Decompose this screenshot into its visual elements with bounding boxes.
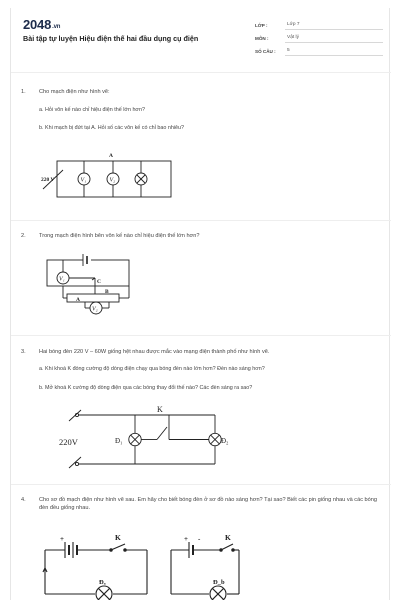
diagram-1-point-a: A <box>109 153 113 159</box>
meta-row-class: LỚP : Lớp 7 <box>255 17 383 30</box>
meta-row-subject: MÔN : Vật lý <box>255 30 383 43</box>
meta-row-count: SỐ CÂU : 5 <box>255 43 383 56</box>
circuit-a-plus: + <box>60 535 64 543</box>
question-1-sub-a: a. Hỏi vôn kế nào chỉ hiệu điện thế lớn hơn? <box>39 107 145 113</box>
page-title: Bài tập tự luyện Hiệu điện thế hai đầu dụng cụ điện <box>23 34 199 43</box>
divider-q2 <box>11 335 391 336</box>
circuit-b-minus: - <box>198 535 201 543</box>
site-logo[interactable]: 2048.vn <box>23 17 61 32</box>
lamp-da-label: Đₐ <box>99 579 106 586</box>
worksheet-page: 2048.vn Bài tập tự luyện Hiệu điện thế hai đầu dụng cụ điện LỚP : Lớp 7 MÔN : Vật lý SỐ CÂU : 5 1. Cho mạch điện như hình vẽ: a. Hỏi vôn kế nào chỉ hiệu điện thế lớn hơn? b. Khi mạch bị đứt tại A. Hỏi số các vôn kế có chỉ bao nhiêu? 220 V A V₁ V₂ 2. Trong mạch điện hình bên vôn kế nào chỉ hiệu điện thế lớn hơn? V₁ V₂ C A B 3. Hai bóng đèn 220 V – 60W giống hệt nhau được mắc vào mạng điện thành phố như hình vẽ. a. Khi khoá K đóng cường độ dòng điện chạy qua bóng đèn nào lớn hơn? Đèn nào sáng hơn? b. Mở khoá K cường độ dòng điện qua các bóng thay đổi thế nào? Các đèn sáng ra sao? 220V K Đ₁ Đ₂ 4. Cho sơ đồ mạch điện như hình vẽ sau. Em hãy cho biết bóng đèn ở sơ đồ nào sáng hơn? Tại sao? Biết các pin giống nhau và các bóng đèn đều giống nhau. + K Đₐ + - K Đ_b <box>10 8 390 600</box>
lamp-db-label: Đ_b <box>213 579 225 586</box>
point-a: A <box>76 297 80 303</box>
point-c: C <box>97 279 101 285</box>
switch-k-label: K <box>157 405 163 414</box>
question-3-sub-b: b. Mở khoá K cường độ dòng điện qua các bóng thay đổi thế nào? Các đèn sáng ra sao? <box>39 385 253 391</box>
voltmeter-v1: V₁ <box>80 177 87 184</box>
circuit-b-switch-k: K <box>225 533 231 542</box>
circuit-a-switch-k: K <box>115 533 121 542</box>
worksheet-header <box>11 8 391 72</box>
divider-q1 <box>11 220 391 221</box>
diagram-1-source-label: 220 V <box>41 177 55 183</box>
voltage-label: 220V <box>59 437 78 447</box>
voltmeter-2-v2: V₂ <box>92 306 98 313</box>
circuit-diagram-3 <box>39 400 239 472</box>
lamp-d1-label: Đ₁ <box>115 437 123 445</box>
question-3-sub-a: a. Khi khoá K đóng cường độ dòng điện chạy qua bóng đèn nào lớn hơn? Đèn nào sáng hơn? <box>39 366 265 372</box>
point-b: B <box>105 289 109 295</box>
voltmeter-v2: V₂ <box>109 177 116 184</box>
circuit-diagram-1 <box>37 148 177 200</box>
circuit-b-plus: + <box>184 535 188 543</box>
divider-q3 <box>11 484 391 485</box>
header-divider <box>11 72 391 73</box>
circuit-diagram-2 <box>45 250 145 316</box>
voltmeter-2-v1: V₁ <box>59 276 65 283</box>
worksheet-meta <box>255 17 383 56</box>
circuit-diagram-4 <box>41 528 241 600</box>
question-1-sub-b: b. Khi mạch bị đứt tại A. Hỏi số các vôn kế có chỉ bao nhiêu? <box>39 125 185 131</box>
lamp-d2-label: Đ₂ <box>221 437 229 445</box>
